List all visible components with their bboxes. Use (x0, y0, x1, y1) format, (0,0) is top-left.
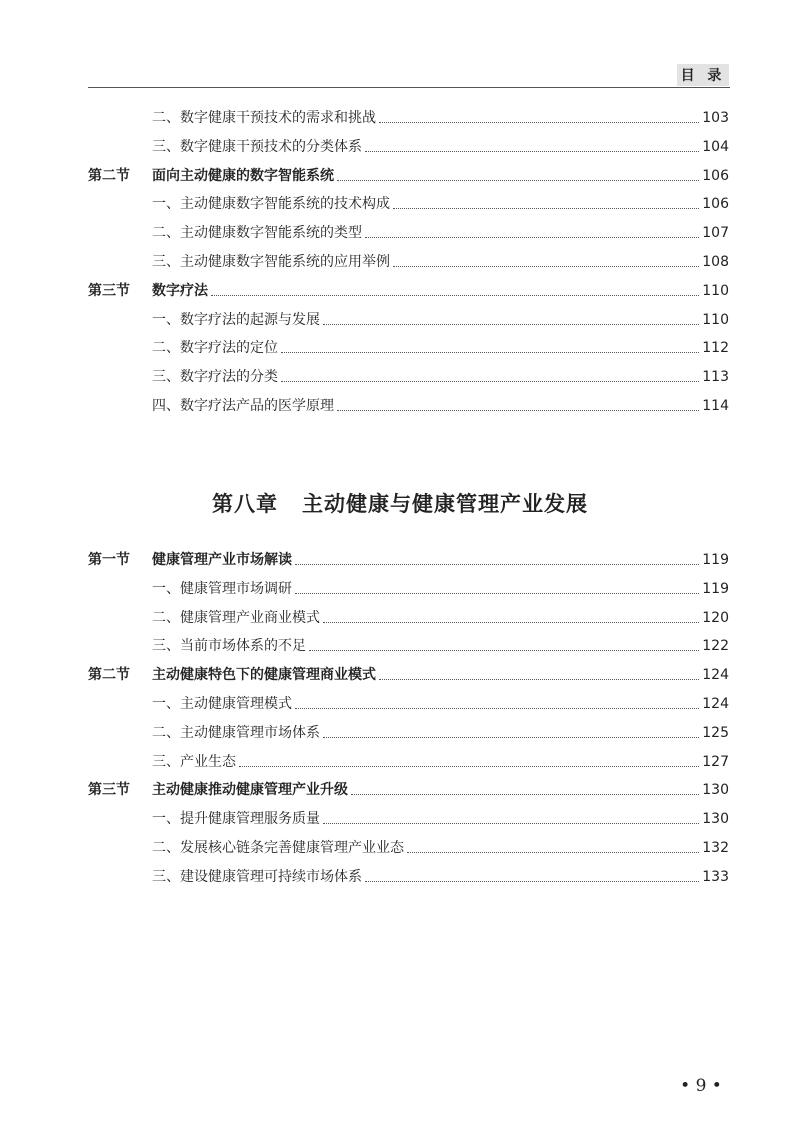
toc-entry-title: 二、主动健康管理市场体系 (152, 724, 320, 741)
toc-dot-leader (365, 151, 699, 152)
chapter-title: 主动健康与健康管理产业发展 (302, 491, 588, 516)
toc-page-number: 104 (702, 138, 729, 155)
toc-section-number: 第三节 (88, 282, 130, 299)
toc-subsection-entry (152, 694, 729, 714)
toc-section-number: 第二节 (88, 667, 130, 684)
toc-page-number: 133 (702, 868, 729, 885)
toc-entry-title: 二、数字疗法的定位 (152, 340, 278, 357)
toc-entry-title: 三、建设健康管理可持续市场体系 (152, 868, 362, 885)
toc-subsection-entry (152, 723, 729, 743)
toc-entry-title: 三、数字健康干预技术的分类体系 (152, 138, 362, 155)
toc-page-number: 114 (702, 398, 729, 414)
toc-entry-title: 二、主动健康数字智能系统的类型 (152, 225, 362, 242)
page-number: • 9 • (680, 1076, 722, 1096)
toc-page-number: 132 (702, 840, 729, 856)
toc-entry-title: 三、产业生态 (152, 753, 236, 770)
toc-dot-leader (365, 881, 699, 882)
toc-page-number: 103 (702, 110, 729, 126)
header-rule (88, 87, 730, 88)
toc-dot-leader (211, 295, 699, 296)
toc-page-number: 106 (702, 167, 729, 184)
toc-page-number: 110 (702, 311, 729, 328)
toc-page-number: 120 (702, 609, 729, 626)
toc-section-number: 第三节 (88, 782, 130, 799)
toc-subsection-entry (152, 137, 729, 157)
toc-section-entry (88, 780, 729, 800)
toc-dot-leader (365, 237, 699, 238)
toc-dot-leader (337, 180, 699, 181)
toc-page-number: 124 (702, 696, 729, 712)
toc-entry-title: 三、数字疗法的分类 (152, 369, 278, 386)
toc-entry-title: 二、健康管理产业商业模式 (152, 609, 320, 626)
toc-page-number: 112 (702, 340, 729, 357)
toc-dot-leader (337, 410, 699, 411)
toc-dot-leader (295, 708, 699, 709)
header-section-tag: 目 录 (677, 64, 729, 86)
toc-entry-title: 四、数字疗法产品的医学原理 (152, 398, 334, 414)
toc-page-number: 124 (702, 667, 729, 684)
toc-entry-title: 健康管理产业市场解读 (152, 552, 292, 568)
toc-entry-title: 二、数字健康干预技术的需求和挑战 (152, 110, 376, 126)
toc-subsection-entry (152, 809, 729, 829)
toc-page-number: 130 (702, 811, 729, 828)
toc-page-number: 127 (702, 753, 729, 770)
toc-subsection-entry (152, 194, 729, 214)
toc-dot-leader (379, 679, 699, 680)
toc-dot-leader (393, 266, 699, 267)
toc-dot-leader (351, 794, 699, 795)
toc-dot-leader (295, 593, 699, 594)
toc-subsection-entry (152, 367, 729, 387)
toc-entry-title: 主动健康推动健康管理产业升级 (152, 782, 348, 799)
toc-dot-leader (323, 622, 699, 623)
chapter-heading (0, 488, 800, 518)
toc-subsection-entry (152, 108, 729, 128)
toc-page-number: 130 (702, 782, 729, 799)
toc-subsection-entry (152, 252, 729, 272)
toc-dot-leader (323, 737, 699, 738)
toc-page-number: 119 (702, 552, 729, 568)
toc-subsection-entry (152, 396, 729, 416)
toc-page-number: 110 (702, 282, 729, 299)
toc-dot-leader (295, 564, 699, 565)
toc-entry-title: 二、发展核心链条完善健康管理产业业态 (152, 840, 404, 856)
toc-page-number: 122 (702, 638, 729, 655)
toc-entry-title: 三、当前市场体系的不足 (152, 638, 306, 655)
toc-subsection-entry (152, 636, 729, 656)
toc-dot-leader (309, 650, 699, 651)
toc-page-number: 107 (702, 225, 729, 242)
toc-entry-title: 一、主动健康管理模式 (152, 696, 292, 712)
toc-subsection-entry (152, 867, 729, 887)
toc-section-number: 第二节 (88, 167, 130, 184)
toc-subsection-entry (152, 338, 729, 358)
toc-entry-title: 一、数字疗法的起源与发展 (152, 311, 320, 328)
toc-subsection-entry (152, 838, 729, 858)
toc-page-number: 106 (702, 196, 729, 213)
toc-section-entry (88, 665, 729, 685)
toc-dot-leader (379, 122, 699, 123)
toc-entry-title: 一、主动健康数字智能系统的技术构成 (152, 196, 390, 213)
toc-entry-title: 一、提升健康管理服务质量 (152, 811, 320, 828)
toc-section-entry (88, 166, 729, 186)
chapter-number: 第八章 (212, 491, 278, 516)
toc-section-number: 第一节 (88, 552, 130, 568)
toc-entry-title: 三、主动健康数字智能系统的应用举例 (152, 254, 390, 270)
toc-subsection-entry (152, 608, 729, 628)
toc-dot-leader (239, 766, 699, 767)
toc-page-number: 125 (702, 724, 729, 741)
toc-dot-leader (323, 324, 699, 325)
toc-subsection-entry (152, 752, 729, 772)
toc-section-entry (88, 281, 729, 301)
toc-entry-title: 主动健康特色下的健康管理商业模式 (152, 667, 376, 684)
toc-page-number: 108 (702, 254, 729, 270)
toc-subsection-entry (152, 310, 729, 330)
toc-subsection-entry (152, 579, 729, 599)
toc-dot-leader (393, 208, 699, 209)
toc-dot-leader (281, 381, 699, 382)
toc-dot-leader (323, 823, 699, 824)
toc-dot-leader (281, 352, 699, 353)
toc-entry-title: 面向主动健康的数字智能系统 (152, 167, 334, 184)
toc-page-number: 119 (702, 580, 729, 597)
toc-dot-leader (407, 852, 699, 853)
toc-entry-title: 数字疗法 (152, 282, 208, 299)
toc-entry-title: 一、健康管理市场调研 (152, 580, 292, 597)
toc-page-number: 113 (702, 369, 729, 386)
toc-subsection-entry (152, 223, 729, 243)
toc-section-entry (88, 550, 729, 570)
